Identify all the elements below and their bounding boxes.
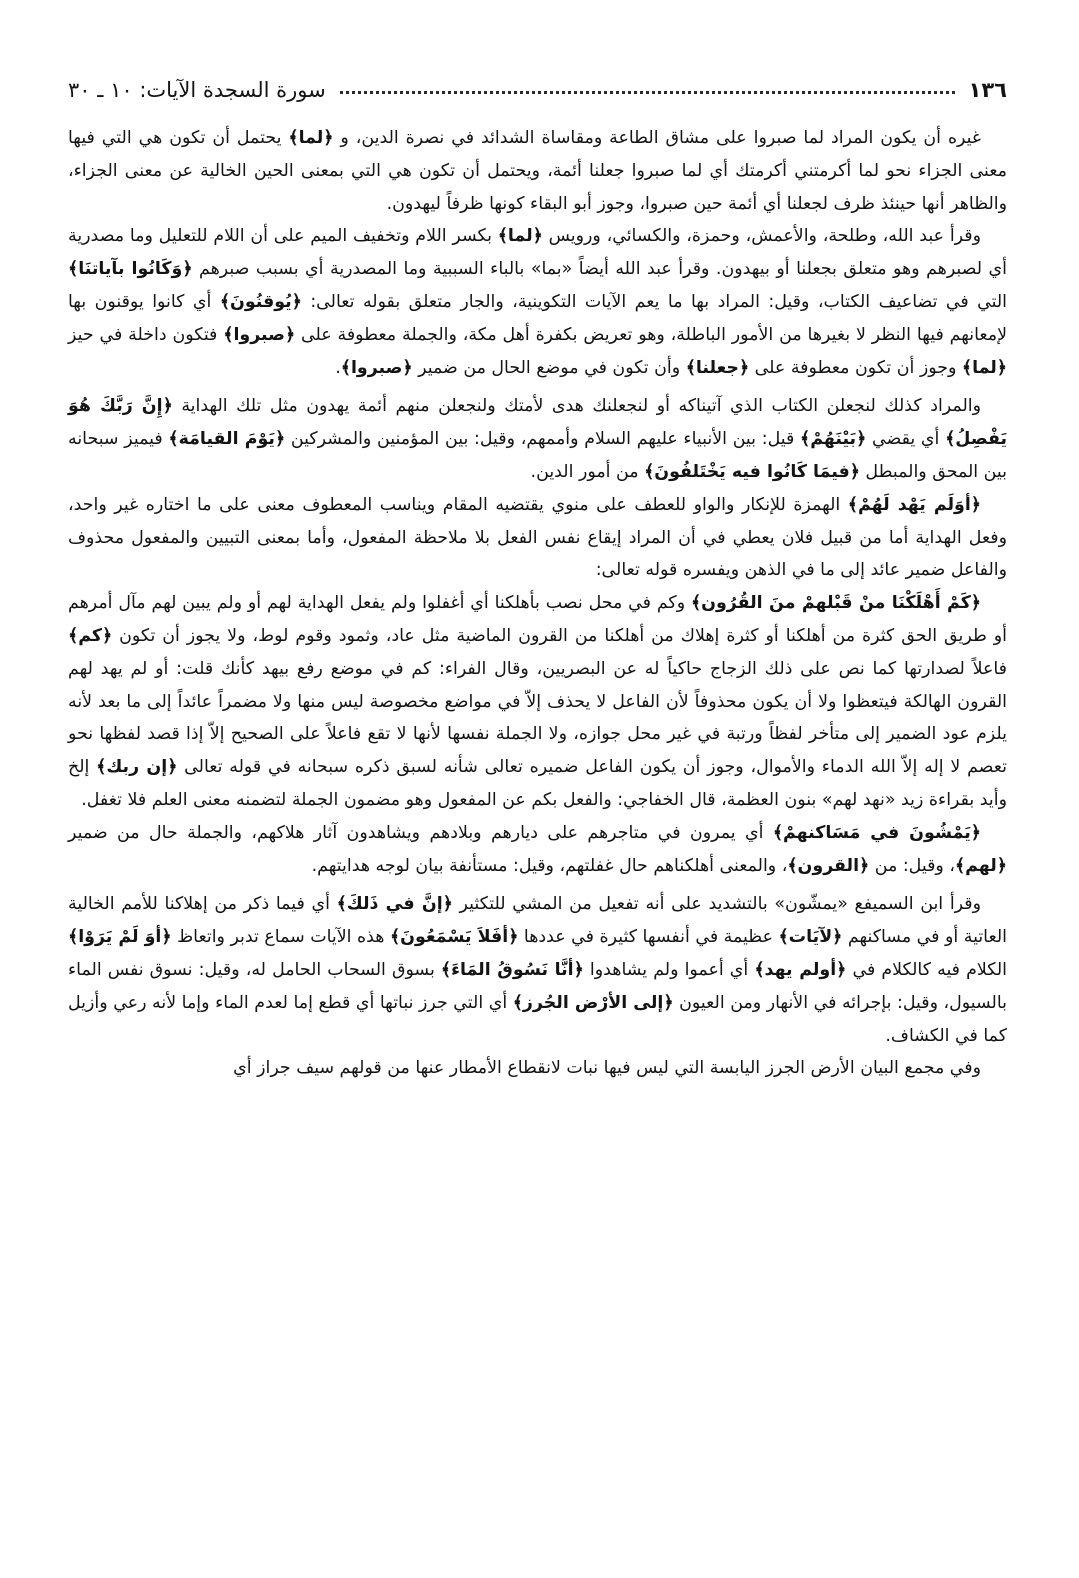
quran-quote: ﴿القرون﴾ [787,855,870,876]
quran-quote: ﴿لهم﴾ [954,855,1007,876]
paragraph-text: وجوز أن تكون معطوفة على [749,357,962,378]
paragraph-text: الكلام فيه كالكلام في [846,959,1007,980]
paragraph-text: بسوق السحاب الحامل له، وقيل: نسوق نفس الماء بالسيول، وقيل: بإجرائه في الأنهار ومن العيون [68,959,1007,1013]
body-text [68,122,1007,1085]
paragraph-text: والمراد كذلك لنجعلن الكتاب الذي آتيناكه أو لنجعلنك هدى لأمتك ولنجعلن منهم أئمة يهدون مثل تلك الهداية [172,396,981,417]
paragraph-text: التي في تضاعيف الكتاب، وقيل: المراد بها ما يعم الآيات التكوينية، والجار متعلق بقوله تعالى: [301,291,1008,312]
paragraph-text: بكسر اللام وتخفيف الميم على أن اللام للتعليل وما مصدرية أي لصبرهم وهو متعلق بجعلنا أو بيهدون. وقرأ عبد الله أيضاً «بما» بالباء السببية وما المصدرية أي بسبب صبرهم [68,226,1007,280]
paragraph-text: أي أعموا ولم يشاهدوا [583,959,755,980]
quran-quote: ﴿إنَّ في ذَلكَ﴾ [336,894,453,915]
quran-quote: ﴿وَكَانُوا بآياتنَا﴾ [68,259,193,280]
paragraph-text: من أمور الدين. [530,461,645,482]
paragraph [68,390,1007,488]
paragraph-text: عظيمة في أنفسها كثيرة في عددها [518,927,779,948]
quran-quote: ﴿كم﴾ [68,625,113,646]
quran-quote: ﴿يَمْشُونَ في مَسَاكنهمْ﴾ [772,822,981,843]
quran-quote: ﴿جعلنا﴾ [685,357,750,378]
paragraph-text: وفي مجمع البيان الأرض الجرز اليابسة التي ليس فيها نبات لانقطاع الأمطار عنها من قولهم سيف جراز أي [233,1058,981,1079]
paragraph-text: ، والمعنى أهلكناهم حال غفلتهم، وقيل: مستأنفة بيان لوجه هدايتهم. [311,855,788,876]
quran-quote: ﴿إن ربك﴾ [96,757,178,778]
quran-quote: ﴿أفَلاَ يَسْمَعُونَ﴾ [389,927,519,948]
paragraph [68,587,1007,817]
quran-quote: ﴿صبروا﴾ [223,324,296,345]
quran-quote: ﴿لما﴾ [497,226,543,247]
page-number: ١٣٦ [968,78,1007,102]
paragraph-text: فتكون داخلة في حيز [68,324,224,345]
quran-quote: ﴿أوَ لَمْ يَرَوْا﴾ [68,927,172,948]
paragraph [68,489,1007,587]
header-leader-dots [340,91,955,94]
paragraph-text: وأن تكون في موضع الحال من ضمير [412,357,686,378]
quran-quote: ﴿فيمَا كَانُوا فيه يَخْتَلفُونَ﴾ [644,461,860,482]
paragraph-text: أي يقضي [866,429,946,450]
running-title: سورة السجدة الآيات: ١٠ ـ ٣٠ [68,78,326,102]
page-header [68,66,1007,102]
quran-quote: ﴿إلى الأرْض الجُرز﴾ [512,992,674,1013]
paragraph-text: ، وقيل: من [869,855,955,876]
paragraph [68,220,1007,384]
paragraph-text: قيل: بين الأنبياء عليهم السلام وأممهم، وقيل: بين المؤمنين والمشركين [285,429,801,450]
quran-quote: ﴿أولم يهد﴾ [754,959,847,980]
quran-quote: ﴿لآيَات﴾ [778,927,843,948]
quran-quote: ﴿لما﴾ [288,128,334,148]
paragraph [68,888,1007,1052]
quran-quote: ﴿بَيْنَهُمْ﴾ [800,429,867,450]
quran-quote: ﴿أنَّا نَسُوقُ المَاءَ﴾ [440,959,584,980]
paragraph-text: يحتمل أن تكون هي التي فيها معنى الجزاء نحو لما أكرمتني أكرمتك أي لما صبروا جعلنا أئمة، ويحتمل أن تكون هي التي بمعنى الحين الخالية عن معنى الجزاء، والظاهر أنها حينئذ ظرف لجعلنا أي أئمة حين صبروا، وجوز أبو البقاء كونها ظرفاً ليهدون. [68,128,1007,214]
paragraph [68,1052,1007,1085]
paragraph-text: وقرأ عبد الله، وطلحة، والأعمش، وحمزة، والكسائي، ورويس [542,226,981,247]
paragraph-text: وكم في محل نصب بأهلكنا أي أغفلوا ولم يفعل الهداية لهم أو ولم يبين لهم مآل أمرهم أو طريق الحق كثرة من أهلكنا أو كثرة إهلاك من أهلكنا من القرون الماضية مثل عاد، وثمود وقوم لوط، ولا يجوز أن تكون [68,593,1007,646]
paragraph-text: وقرأ ابن السميفع «يمشّون» بالتشديد على أنه تفعيل من المشي للتكثير [452,894,981,915]
quran-quote: ﴿يُوقنُونَ﴾ [219,291,302,312]
quran-quote: ﴿لما﴾ [961,357,1007,378]
paragraph-text: هذه الآيات سماع تدبر واتعاظ [171,927,390,948]
paragraph-text: إلخ وأيد بقراءة زيد «نهد لهم» بنون العظمة، قال الخفاجي: والفعل بكم عن المفعول وهو مضمون الجملة لتضمنه معنى العلم فلا تغفل. [68,757,1007,810]
paragraph-text: الهمزة للإنكار والواو للعطف على منوي يقتضيه المقام ويناسب المعطوف معنى على ما اختاره غير واحد، وفعل الهداية أما من قبيل فلان يعطي في أن المراد إيقاع نفس الفعل بلا ملاحظة المفعول، وأما بمعنى التبيين والمفعول محذوف والفاعل ضمير عائد إلى ما في الذهن ويفسره قوله تعالى: [68,494,1007,581]
quran-quote: ﴿أوَلَم يَهْد لَهُمْ﴾ [847,494,981,515]
paragraph-text: أي كانوا يوقنون بها لإمعانهم فيها النظر لا بغيرها من الأمور الباطلة، وهو تعريض بكفرة أهل مكة، والجملة معطوفة على [68,291,1008,345]
quran-quote: ﴿كَمْ أَهْلَكْنَا منْ قَبْلهمْ منَ القُرُون﴾ [690,593,981,614]
paragraph-text: أي يمرون في متاجرهم على ديارهم وبلادهم ويشاهدون آثار هلاكهم، والجملة حال من ضمير [68,822,773,843]
paragraph-text: فاعلاً لصدارتها كما نص على ذلك الزجاج حاكياً له عن البصريين، وقال الفراء: كم في موضع رفع بيهد كأنك قلت: أو لم يهد لهم القرون الهالكة فيتعظوا ولا أن يكون محذوفاً لأن الفاعل لا يحذف إلاّ في مواضع مخصوصة ليس منها ولا مضمراً عائداً إلى ما بعد لأنه يلزم عود الضمير إلى متأخر لفظاً ورتبة في غير محل جوازه، ولا الجملة نفسها لأنها لا تقع فاعلاً على الصحيح إلاّ إذا قصد لفظها نحو تعصم لا إله إلاّ الله الدماء والأموال، وجوز أن يكون الفاعل ضميره تعالى شأنه لسبق ذكره سبحانه في قوله تعالى [68,658,1007,778]
paragraph-text: أي التي جرز نباتها أي قطع إما لعدم الماء وإما لأنه رعي وأزيل كما في الكشاف. [68,992,1007,1046]
paragraph-text: غيره أن يكون المراد لما صبروا على مشاق الطاعة ومقاساة الشدائد في نصرة الدين، و [333,128,981,148]
quran-quote: ﴿صبروا﴾ [340,357,413,378]
paragraph [68,122,1007,220]
paragraph-text: فيميز سبحانه بين المحق والمبطل [68,429,1007,482]
paragraph [68,817,1007,883]
paragraph-text: . [335,357,341,378]
paragraph-text: أي فيما ذكر من إهلاكنا للأمم الخالية العاتية أو في مساكنهم [68,894,1007,948]
quran-quote: ﴿يَوْمَ القيامَة﴾ [168,429,286,450]
quran-quote: ﴿إِنَّ رَبَّكَ هُوَ يَفْصِلُ﴾ [68,396,1007,450]
